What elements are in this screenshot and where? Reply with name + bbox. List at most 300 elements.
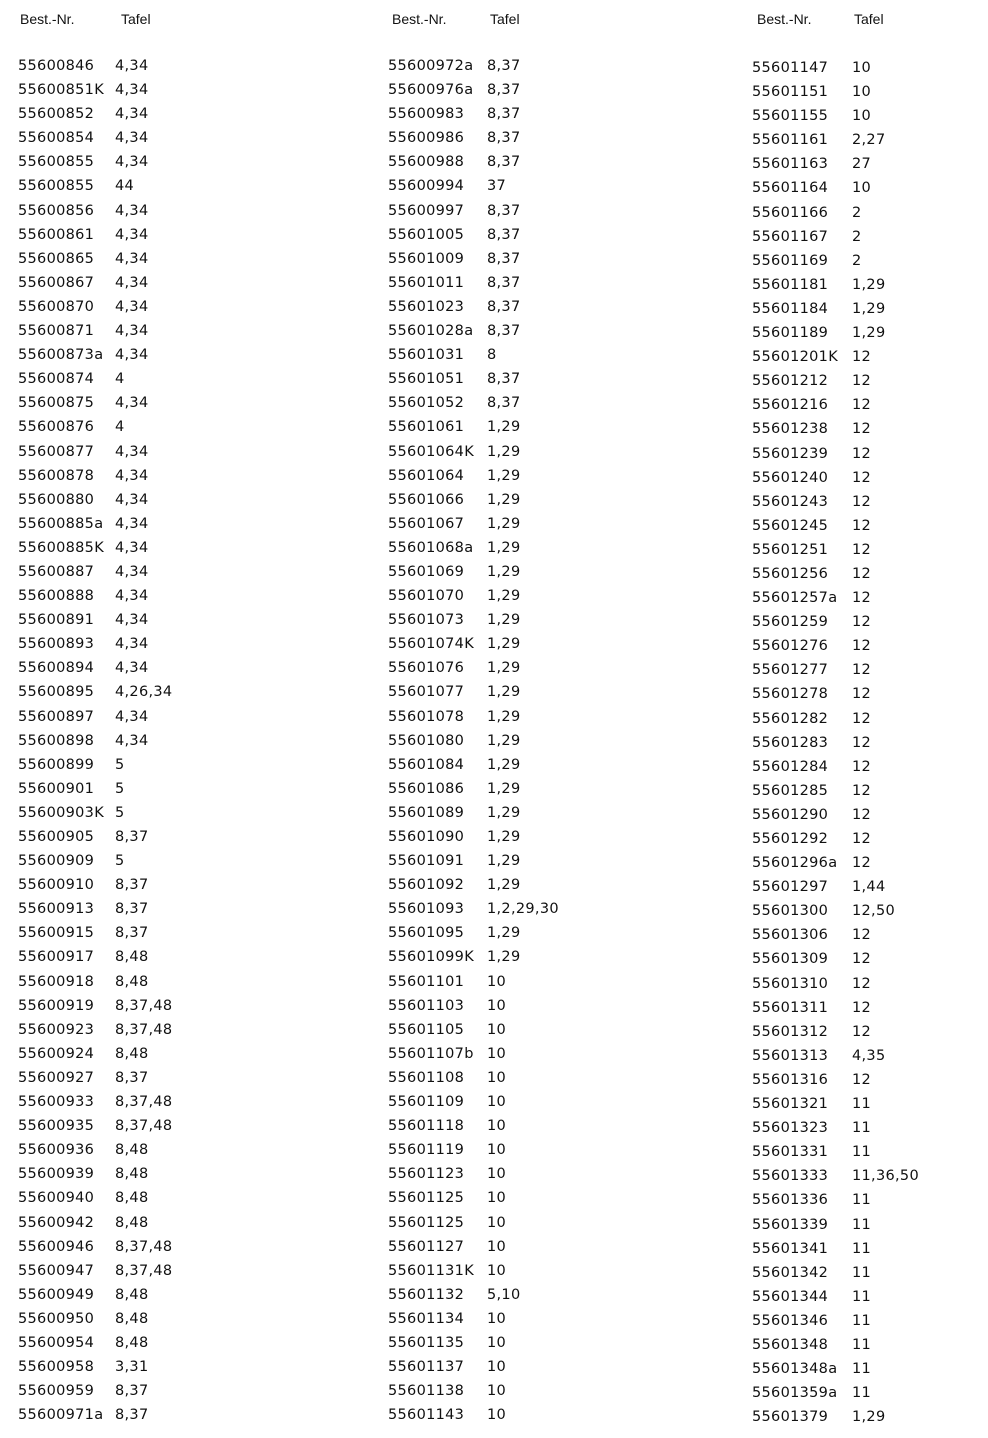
- tafel-ref: 4,34: [115, 274, 149, 291]
- part-number: 55601245: [752, 517, 829, 534]
- tafel-ref: 10: [852, 84, 872, 101]
- part-number: 55600942: [18, 1214, 95, 1231]
- tafel-ref: 12: [852, 614, 872, 631]
- part-number: 55601095: [388, 925, 465, 942]
- part-number: 55600919: [18, 997, 95, 1014]
- part-number: 55601061: [388, 419, 465, 436]
- tafel-ref: 12: [852, 999, 872, 1016]
- part-number: 55601009: [388, 250, 465, 267]
- tafel-ref: 1,29: [487, 708, 521, 725]
- tafel-ref: 4,34: [115, 515, 149, 532]
- part-number: 55600865: [18, 250, 95, 267]
- part-number: 55601282: [752, 710, 829, 727]
- tafel-ref: 12: [852, 638, 872, 655]
- tafel-ref: 8,37: [115, 1383, 149, 1400]
- part-number: 55601164: [752, 180, 829, 197]
- tafel-ref: 12: [852, 397, 872, 414]
- part-number: 55601278: [752, 686, 829, 703]
- part-number: 55600946: [18, 1238, 95, 1255]
- part-number: 55600913: [18, 901, 95, 918]
- tafel-ref: 10: [487, 1094, 507, 1111]
- tafel-ref: 1,29: [487, 780, 521, 797]
- tafel-ref: 1,29: [487, 732, 521, 749]
- tafel-ref: 10: [487, 1238, 507, 1255]
- part-number: 55600927: [18, 1069, 95, 1086]
- part-number: 55600972a: [388, 58, 474, 74]
- tafel-ref: 1,29: [487, 804, 521, 821]
- part-number: 55601161: [752, 132, 829, 149]
- tafel-ref: 1,29: [487, 636, 521, 653]
- tafel-ref: 1,44: [852, 879, 886, 896]
- part-number: 55600983: [388, 106, 465, 123]
- tafel-ref: 8,48: [115, 1045, 149, 1062]
- part-number: 55601243: [752, 493, 829, 510]
- tafel-ref: 4,34: [115, 660, 149, 677]
- part-number: 55601339: [752, 1216, 829, 1233]
- tafel-ref: 12: [852, 469, 872, 486]
- part-number: 55600880: [18, 491, 95, 508]
- part-number: 55601125: [388, 1214, 465, 1231]
- tafel-ref: 1,29: [487, 684, 521, 701]
- tafel-ref: 4,26,34: [115, 684, 173, 701]
- tafel-ref: 10: [487, 1045, 507, 1062]
- part-number: 55601089: [388, 804, 465, 821]
- tafel-ref: 8: [487, 347, 497, 364]
- tafel-ref: 8,37: [115, 1069, 149, 1086]
- tafel-ref: 8,37: [487, 298, 521, 315]
- part-number: 55601341: [752, 1240, 829, 1257]
- tafel-ref: 8,37: [487, 82, 521, 99]
- tafel-ref: 4,34: [115, 250, 149, 267]
- tafel-ref: 11: [852, 1096, 872, 1113]
- tafel-ref: 1,29: [487, 419, 521, 436]
- tafel-ref: 8,37: [487, 395, 521, 412]
- part-number: 55601348a: [752, 1361, 838, 1378]
- part-number: 55601073: [388, 612, 465, 629]
- tafel-ref: 1,29: [487, 515, 521, 532]
- tafel-ref: 10: [487, 973, 507, 990]
- part-number: 55601256: [752, 565, 829, 582]
- tafel-ref: 8,37: [487, 250, 521, 267]
- part-number: 55601134: [388, 1310, 465, 1327]
- part-number: 55600997: [388, 202, 465, 219]
- tafel-ref: 1,29: [487, 612, 521, 629]
- tafel-ref: 12: [852, 855, 872, 872]
- tafel-ref: 8,48: [115, 1310, 149, 1327]
- tafel-ref: 8,37: [487, 106, 521, 123]
- tafel-ref: 8,48: [115, 1286, 149, 1303]
- tafel-ref: 4,34: [115, 443, 149, 460]
- tafel-ref: 12: [852, 590, 872, 607]
- tafel-ref: 10: [487, 1118, 507, 1135]
- part-number: 55600917: [18, 949, 95, 966]
- tafel-ref: 5: [115, 780, 125, 797]
- part-number: 55601064: [388, 467, 465, 484]
- part-number: 55601076: [388, 660, 465, 677]
- tafel-ref: 12: [852, 806, 872, 823]
- tafel-ref: 2,27: [852, 132, 886, 149]
- part-number: 55601166: [752, 204, 829, 221]
- tafel-ref: 12: [852, 565, 872, 582]
- part-number: 55600867: [18, 274, 95, 291]
- part-number: 55601078: [388, 708, 465, 725]
- tafel-ref: 11: [852, 1361, 872, 1378]
- part-number: 55600856: [18, 202, 95, 219]
- tafel-ref: 10: [487, 997, 507, 1014]
- part-number: 55601031: [388, 347, 465, 364]
- tafel-ref: 5,10: [487, 1286, 521, 1303]
- tafel-ref: 8,37: [487, 202, 521, 219]
- tafel-ref: 4,34: [115, 563, 149, 580]
- tafel-ref: 8,37: [115, 829, 149, 845]
- tafel-ref: 8,37: [115, 877, 149, 894]
- tafel-ref: 4,34: [115, 636, 149, 653]
- part-number: 55600899: [18, 756, 95, 773]
- part-number: 55601137: [388, 1359, 465, 1376]
- part-number: 55601109: [388, 1094, 465, 1111]
- tafel-ref: 4,34: [115, 82, 149, 99]
- part-number: 55600971a: [18, 1407, 104, 1424]
- tafel-ref: 4,34: [115, 467, 149, 484]
- tafel-ref: 8,37: [487, 371, 521, 388]
- part-number: 55601090: [388, 829, 465, 845]
- tafel-ref: 8,37: [487, 58, 521, 74]
- part-number: 55601189: [752, 325, 829, 342]
- tafel-ref: 12: [852, 927, 872, 944]
- tafel-ref: 4,34: [115, 347, 149, 364]
- tafel-ref: 11: [852, 1264, 872, 1281]
- part-number: 55600893: [18, 636, 95, 653]
- header-best-nr: Best.-Nr.: [757, 11, 812, 27]
- part-number: 55600888: [18, 588, 95, 605]
- part-number: 55600861: [18, 226, 95, 243]
- part-number: 55601068a: [388, 539, 474, 556]
- part-number: 55601306: [752, 927, 829, 944]
- tafel-ref: 12: [852, 782, 872, 799]
- tafel-ref: 11: [852, 1385, 872, 1402]
- tafel-ref: 4,34: [115, 732, 149, 749]
- part-number: 55600895: [18, 684, 95, 701]
- part-number: 55600877: [18, 443, 95, 460]
- tafel-ref: 1,29: [852, 276, 886, 293]
- part-number: 55601290: [752, 806, 829, 823]
- part-number: 55600871: [18, 323, 95, 340]
- tafel-ref: 4: [115, 419, 125, 436]
- tafel-ref: 12: [852, 710, 872, 727]
- part-number: 55601359a: [752, 1385, 838, 1402]
- part-number: 55601333: [752, 1168, 829, 1185]
- tafel-ref: 12: [852, 831, 872, 847]
- tafel-ref: 10: [487, 1383, 507, 1400]
- tafel-ref: 8,48: [115, 1142, 149, 1159]
- part-number: 55600939: [18, 1166, 95, 1183]
- part-number: 55601323: [752, 1120, 829, 1137]
- header-tafel: Tafel: [121, 11, 151, 27]
- tafel-ref: 10: [487, 1021, 507, 1038]
- tafel-ref: 12: [852, 662, 872, 679]
- part-number: 55601348: [752, 1336, 829, 1353]
- part-number: 55600909: [18, 853, 95, 870]
- tafel-ref: 10: [487, 1214, 507, 1231]
- tafel-ref: 8,37,48: [115, 997, 173, 1014]
- part-number: 55600903K: [18, 804, 105, 821]
- part-number: 55601023: [388, 298, 465, 315]
- part-number: 55601118: [388, 1118, 465, 1135]
- tafel-ref: 4,34: [115, 539, 149, 556]
- part-number: 55600898: [18, 732, 95, 749]
- part-number: 55600988: [388, 154, 465, 171]
- tafel-ref: 8,37,48: [115, 1262, 173, 1279]
- tafel-ref: 10: [487, 1142, 507, 1159]
- part-number: 55601296a: [752, 855, 838, 872]
- part-number: 55601379: [752, 1409, 829, 1426]
- part-number: 55600915: [18, 925, 95, 942]
- tafel-ref: 10: [487, 1310, 507, 1327]
- part-number: 55601086: [388, 780, 465, 797]
- part-number: 55600854: [18, 130, 95, 147]
- tafel-ref: 12: [852, 445, 872, 462]
- tafel-ref: 11: [852, 1240, 872, 1257]
- part-number: 55600940: [18, 1190, 95, 1207]
- part-number: 55600855: [18, 154, 95, 171]
- part-number: 55601184: [752, 300, 829, 317]
- part-number: 55601316: [752, 1071, 829, 1088]
- part-number: 55601052: [388, 395, 465, 412]
- part-number: 55601201K: [752, 349, 839, 366]
- part-number: 55601313: [752, 1047, 829, 1064]
- part-number: 55601028a: [388, 323, 474, 340]
- part-number: 55601099K: [388, 949, 475, 966]
- tafel-ref: 4,34: [115, 106, 149, 123]
- part-number: 55601312: [752, 1023, 829, 1040]
- tafel-ref: 11: [852, 1312, 872, 1329]
- tafel-ref: 8,37: [487, 130, 521, 147]
- part-number: 55600852: [18, 106, 95, 123]
- tafel-ref: 10: [487, 1359, 507, 1376]
- part-number: 55601292: [752, 831, 829, 847]
- tafel-ref: 8,37,48: [115, 1118, 173, 1135]
- tafel-ref: 12: [852, 373, 872, 390]
- part-number: 55601147: [752, 60, 829, 76]
- tafel-ref: 8,37: [115, 901, 149, 918]
- part-number: 55601181: [752, 276, 829, 293]
- tafel-ref: 12: [852, 349, 872, 366]
- header-best-nr: Best.-Nr.: [20, 11, 75, 27]
- part-number: 55601151: [752, 84, 829, 101]
- part-number: 55600986: [388, 130, 465, 147]
- tafel-ref: 8,37: [115, 925, 149, 942]
- tafel-ref: 11,36,50: [852, 1168, 919, 1185]
- part-number: 55600923: [18, 1021, 95, 1038]
- part-number: 55601143: [388, 1407, 465, 1424]
- part-number: 55600897: [18, 708, 95, 725]
- part-number: 55601077: [388, 684, 465, 701]
- part-number: 55600959: [18, 1383, 95, 1400]
- part-number: 55601125: [388, 1190, 465, 1207]
- tafel-ref: 5: [115, 756, 125, 773]
- tafel-ref: 11: [852, 1288, 872, 1305]
- part-number: 55600910: [18, 877, 95, 894]
- part-number: 55601051: [388, 371, 465, 388]
- tafel-ref: 12: [852, 517, 872, 534]
- part-number: 55601123: [388, 1166, 465, 1183]
- part-number: 55600936: [18, 1142, 95, 1159]
- part-number: 55601284: [752, 758, 829, 775]
- tafel-ref: 8,37: [487, 154, 521, 171]
- part-number: 55601336: [752, 1192, 829, 1209]
- part-number: 55601107b: [388, 1045, 474, 1062]
- part-number: 55601074K: [388, 636, 475, 653]
- tafel-ref: 1,29: [487, 539, 521, 556]
- part-number: 55601169: [752, 252, 829, 269]
- part-number: 55601300: [752, 903, 829, 920]
- tafel-ref: 10: [487, 1262, 507, 1279]
- part-number: 55600935: [18, 1118, 95, 1135]
- part-number: 55600901: [18, 780, 95, 797]
- part-number: 55601251: [752, 541, 829, 558]
- part-number: 55601105: [388, 1021, 465, 1038]
- part-number: 55601011: [388, 274, 465, 291]
- tafel-ref: 1,29: [487, 467, 521, 484]
- part-number: 55601132: [388, 1286, 465, 1303]
- part-number: 55600873a: [18, 347, 104, 364]
- part-number: 55600950: [18, 1310, 95, 1327]
- tafel-ref: 4,34: [115, 491, 149, 508]
- part-number: 55600885K: [18, 539, 105, 556]
- tafel-ref: 1,29: [487, 925, 521, 942]
- part-number: 55601163: [752, 156, 829, 173]
- part-number: 55601331: [752, 1144, 829, 1161]
- part-number: 55600947: [18, 1262, 95, 1279]
- tafel-ref: 12: [852, 975, 872, 992]
- part-number: 55601321: [752, 1096, 829, 1113]
- part-number: 55601067: [388, 515, 465, 532]
- part-number: 55601309: [752, 951, 829, 968]
- part-number: 55600918: [18, 973, 95, 990]
- tafel-ref: 4: [115, 371, 125, 388]
- part-number: 55601138: [388, 1383, 465, 1400]
- part-number: 55601216: [752, 397, 829, 414]
- tafel-ref: 12: [852, 1071, 872, 1088]
- part-number: 55600933: [18, 1094, 95, 1111]
- tafel-ref: 11: [852, 1192, 872, 1209]
- header-best-nr: Best.-Nr.: [392, 11, 447, 27]
- tafel-ref: 10: [487, 1069, 507, 1086]
- part-number: 55601093: [388, 901, 465, 918]
- tafel-ref: 4,34: [115, 130, 149, 147]
- tafel-ref: 8,37,48: [115, 1021, 173, 1038]
- part-number: 55601257a: [752, 590, 838, 607]
- part-number: 55601127: [388, 1238, 465, 1255]
- tafel-ref: 10: [487, 1166, 507, 1183]
- part-number: 55601344: [752, 1288, 829, 1305]
- part-number: 55600885a: [18, 515, 104, 532]
- tafel-ref: 4,34: [115, 298, 149, 315]
- part-number: 55601212: [752, 373, 829, 390]
- tafel-ref: 1,29: [487, 588, 521, 605]
- tafel-ref: 2: [852, 204, 862, 221]
- tafel-ref: 8,37,48: [115, 1238, 173, 1255]
- part-number: 55601064K: [388, 443, 475, 460]
- part-number: 55601084: [388, 756, 465, 773]
- tafel-ref: 1,29: [487, 829, 521, 845]
- tafel-ref: 44: [115, 178, 135, 195]
- tafel-ref: 4,34: [115, 612, 149, 629]
- header-tafel: Tafel: [490, 11, 520, 27]
- part-number: 55600958: [18, 1359, 95, 1376]
- tafel-ref: 8,37: [487, 274, 521, 291]
- tafel-ref: 1,29: [487, 660, 521, 677]
- part-number: 55601070: [388, 588, 465, 605]
- tafel-ref: 12,50: [852, 903, 896, 920]
- tafel-ref: 4,34: [115, 154, 149, 171]
- tafel-ref: 10: [487, 1407, 507, 1424]
- part-number: 55600870: [18, 298, 95, 315]
- tafel-ref: 12: [852, 951, 872, 968]
- tafel-ref: 11: [852, 1144, 872, 1161]
- part-number: 55601080: [388, 732, 465, 749]
- tafel-ref: 1,29: [852, 1409, 886, 1426]
- part-number: 55600924: [18, 1045, 95, 1062]
- part-number: 55601091: [388, 853, 465, 870]
- part-number: 55601103: [388, 997, 465, 1014]
- tafel-ref: 1,29: [487, 756, 521, 773]
- part-number: 55601276: [752, 638, 829, 655]
- part-number: 55601259: [752, 614, 829, 631]
- part-number: 55600994: [388, 178, 465, 195]
- part-number: 55601285: [752, 782, 829, 799]
- tafel-ref: 1,29: [487, 949, 521, 966]
- part-number: 55601277: [752, 662, 829, 679]
- tafel-ref: 8,37: [487, 323, 521, 340]
- tafel-ref: 10: [852, 180, 872, 197]
- tafel-ref: 4,34: [115, 323, 149, 340]
- tafel-ref: 2: [852, 228, 862, 245]
- part-number: 55601240: [752, 469, 829, 486]
- part-number: 55600851K: [18, 82, 105, 99]
- part-number: 55601346: [752, 1312, 829, 1329]
- tafel-ref: 1,29: [487, 443, 521, 460]
- tafel-ref: 8,37: [487, 226, 521, 243]
- tafel-ref: 37: [487, 178, 507, 195]
- part-number: 55600874: [18, 371, 95, 388]
- tafel-ref: 8,37: [115, 1407, 149, 1424]
- part-number: 55600876: [18, 419, 95, 436]
- tafel-ref: 1,29: [487, 877, 521, 894]
- tafel-ref: 12: [852, 1023, 872, 1040]
- part-number: 55600855: [18, 178, 95, 195]
- tafel-ref: 12: [852, 758, 872, 775]
- tafel-ref: 12: [852, 541, 872, 558]
- tafel-ref: 4,34: [115, 202, 149, 219]
- tafel-ref: 12: [852, 686, 872, 703]
- tafel-ref: 2: [852, 252, 862, 269]
- tafel-ref: 11: [852, 1216, 872, 1233]
- tafel-ref: 8,48: [115, 949, 149, 966]
- tafel-ref: 10: [487, 1190, 507, 1207]
- tafel-ref: 1,2,29,30: [487, 901, 559, 918]
- part-number: 55600905: [18, 829, 95, 845]
- tafel-ref: 8,48: [115, 1190, 149, 1207]
- part-number: 55600976a: [388, 82, 474, 99]
- part-number: 55601342: [752, 1264, 829, 1281]
- part-number: 55601238: [752, 421, 829, 438]
- tafel-ref: 1,29: [487, 491, 521, 508]
- tafel-ref: 1,29: [852, 325, 886, 342]
- part-number: 55600954: [18, 1334, 95, 1351]
- tafel-ref: 1,29: [487, 563, 521, 580]
- tafel-ref: 8,48: [115, 973, 149, 990]
